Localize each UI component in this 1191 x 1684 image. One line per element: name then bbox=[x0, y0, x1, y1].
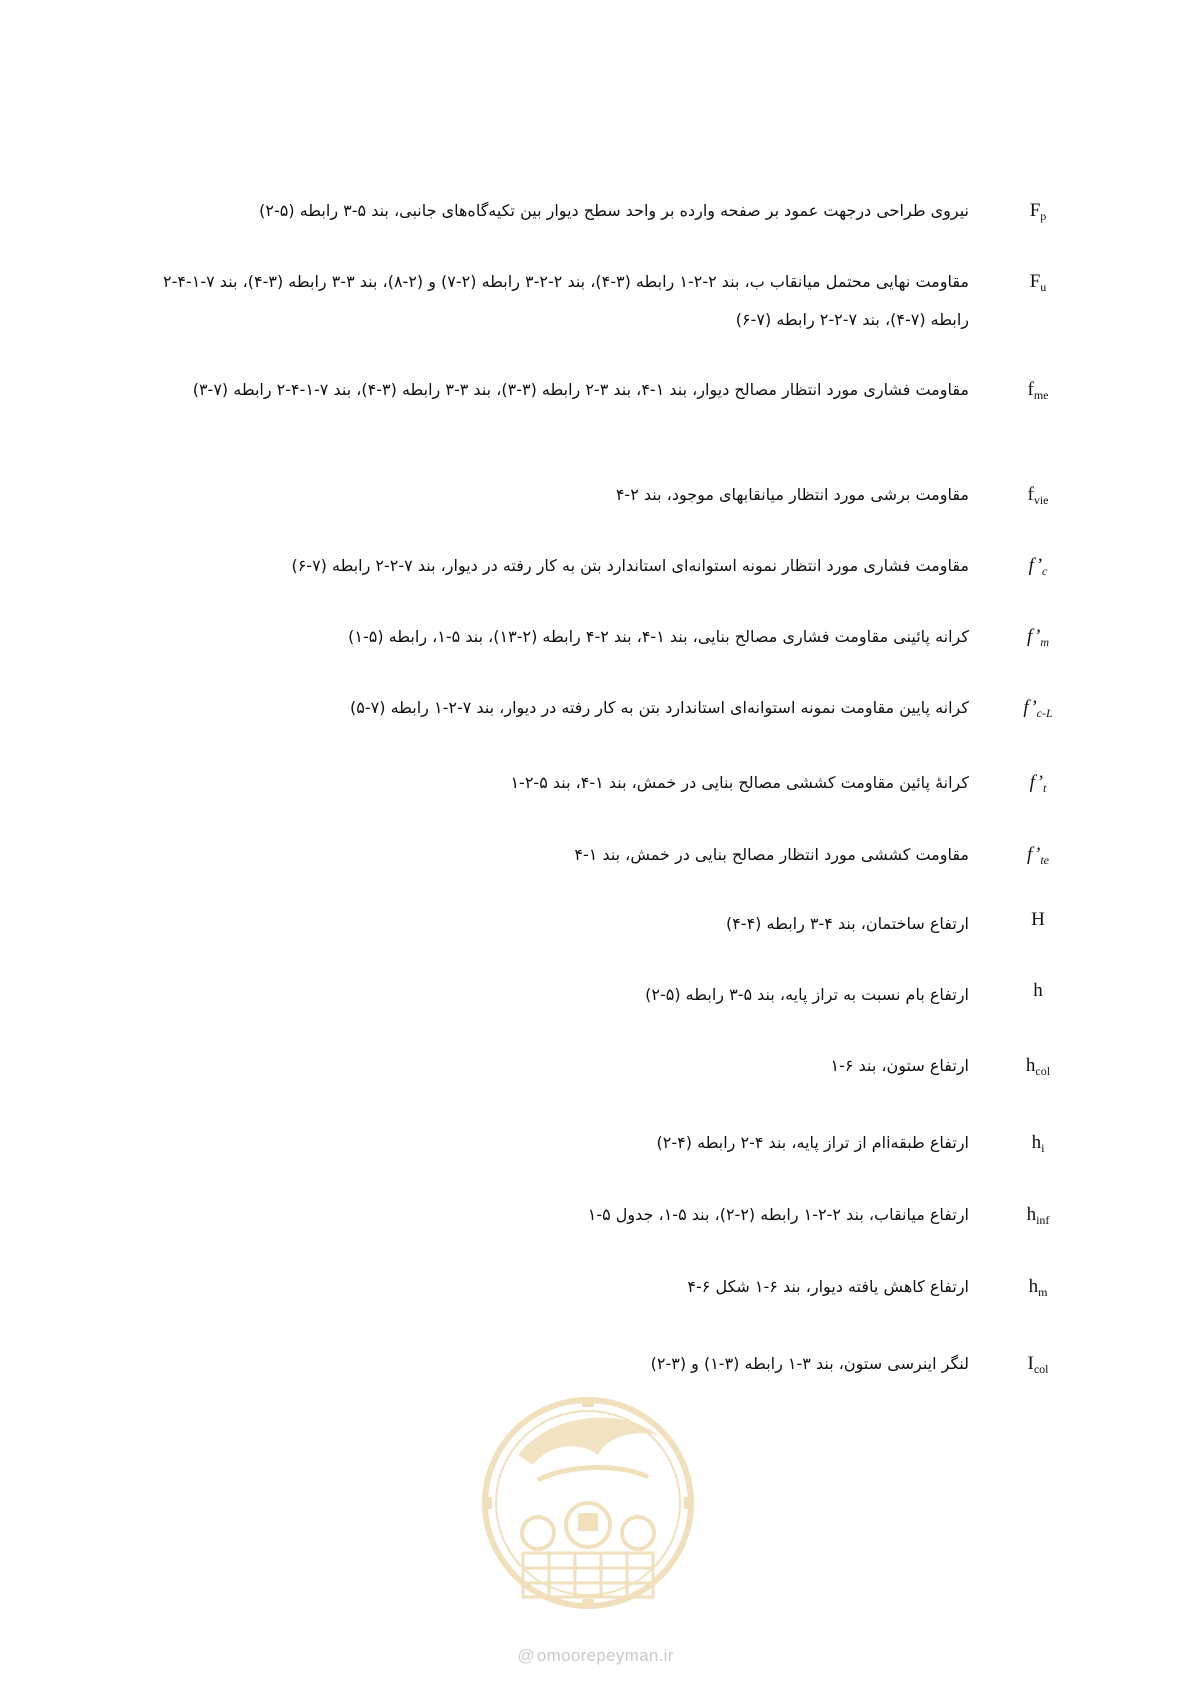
watermark-url-text: omoorepeyman.ir bbox=[536, 1646, 674, 1665]
symbol: $f_{vie}$ bbox=[1027, 484, 1049, 507]
symbol: $f’_{te}$ bbox=[1026, 844, 1050, 867]
symbol: $h_m$ bbox=[1028, 1276, 1048, 1299]
definition-text: مقاومت فشاری مورد انتظار مصالح دیوار، بند ۱-۴، بند ۳-۲ رابطه (۳-۳)، بند ۳-۳ رابطه (۳-۴)، بند ۷-۱-۴-۲ رابطه (۷-۳) bbox=[192, 380, 969, 399]
definition-text: کرانه پائینی مقاومت فشاری مصالح بنایی، بند ۱-۴، بند ۲-۴ رابطه (۲-۱۳)، بند ۵-۱، رابطه (۵-۱) bbox=[348, 627, 969, 646]
definition-text: ارتفاع طبقهiام از تراز پایه، بند ۴-۲ رابطه (۴-۲) bbox=[656, 1133, 969, 1152]
definition-text: کرانه پایین مقاومت نمونه استوانه‌ای استاندارد بتن به کار رفته در دیوار، بند ۷-۲-۱ رابطه (۷-۵) bbox=[350, 698, 969, 717]
watermark-seal-logo bbox=[478, 1385, 698, 1615]
symbol: h bbox=[1033, 980, 1043, 1001]
symbol: $f’_m$ bbox=[1026, 626, 1050, 649]
symbol: $f’_t$ bbox=[1029, 772, 1047, 795]
symbol: $h_i$ bbox=[1031, 1132, 1045, 1155]
symbol: $h_{col}$ bbox=[1025, 1055, 1051, 1078]
definition-text: ارتفاع ساختمان، بند ۴-۳ رابطه (۴-۴) bbox=[725, 914, 969, 933]
symbol: $F_u$ bbox=[1029, 271, 1047, 294]
definition-text: مقاومت کششی مورد انتظار مصالح بنایی در خمش، بند ۱-۴ bbox=[574, 845, 969, 864]
symbol: $h_{inf}$ bbox=[1026, 1204, 1050, 1227]
symbol: $F_p$ bbox=[1029, 200, 1047, 223]
definition-text: لنگر اینرسی ستون، بند ۳-۱ رابطه (۳-۱) و (۳-۲) bbox=[650, 1354, 969, 1373]
definition-text: ارتفاع ستون، بند ۶-۱ bbox=[830, 1056, 969, 1075]
at-icon: @ bbox=[517, 1646, 535, 1665]
definition-text: مقاومت فشاری مورد انتظار نمونه استوانه‌ای استاندارد بتن به کار رفته در دیوار، بند ۷-۲-۲ رابطه (۷-۶) bbox=[291, 556, 969, 575]
symbol: $f’_{c-L}$ bbox=[1023, 697, 1053, 720]
definition-text: ارتفاع بام نسبت به تراز پایه، بند ۵-۳ رابطه (۵-۲) bbox=[645, 985, 969, 1004]
symbol: $f_{me}$ bbox=[1027, 379, 1049, 402]
definition-text: مقاومت نهایی محتمل میانقاب ب، بند ۲-۲-۱ رابطه (۳-۴)، بند ۲-۲-۳ رابطه (۲-۷) و (۲-۸)، بند ۳-۳ رابطه (۳-۴)، بند ۷-۱-۴-۲ رابطه (۷-۴)، بند ۷-۲-۲ رابطه (۷-۶) bbox=[163, 272, 969, 329]
definition-text: مقاومت برشی مورد انتظار میانقابهای موجود، بند ۲-۴ bbox=[615, 485, 969, 504]
symbol: $f’_c$ bbox=[1028, 555, 1048, 578]
definition-text: ارتفاع کاهش یافته دیوار، بند ۶-۱ شکل ۶-۴ bbox=[687, 1277, 969, 1296]
definition-text: نیروی طراحی درجهت عمود بر صفحه وارده بر واحد سطح دیوار بین تکیه‌گاه‌های جانبی، بند ۵-۳ رابطه (۵-۲) bbox=[259, 201, 969, 220]
symbol: H bbox=[1031, 909, 1045, 930]
watermark-url bbox=[0, 1646, 1191, 1666]
definition-text: ارتفاع میانقاب، بند ۲-۲-۱ رابطه (۲-۲)، بند ۵-۱، جدول ۵-۱ bbox=[587, 1205, 969, 1224]
definition-text: کرانهٔ پائین مقاومت کششی مصالح بنایی در خمش، بند ۱-۴، بند ۵-۲-۱ bbox=[510, 773, 969, 792]
symbol: $I_{col}$ bbox=[1027, 1353, 1049, 1376]
